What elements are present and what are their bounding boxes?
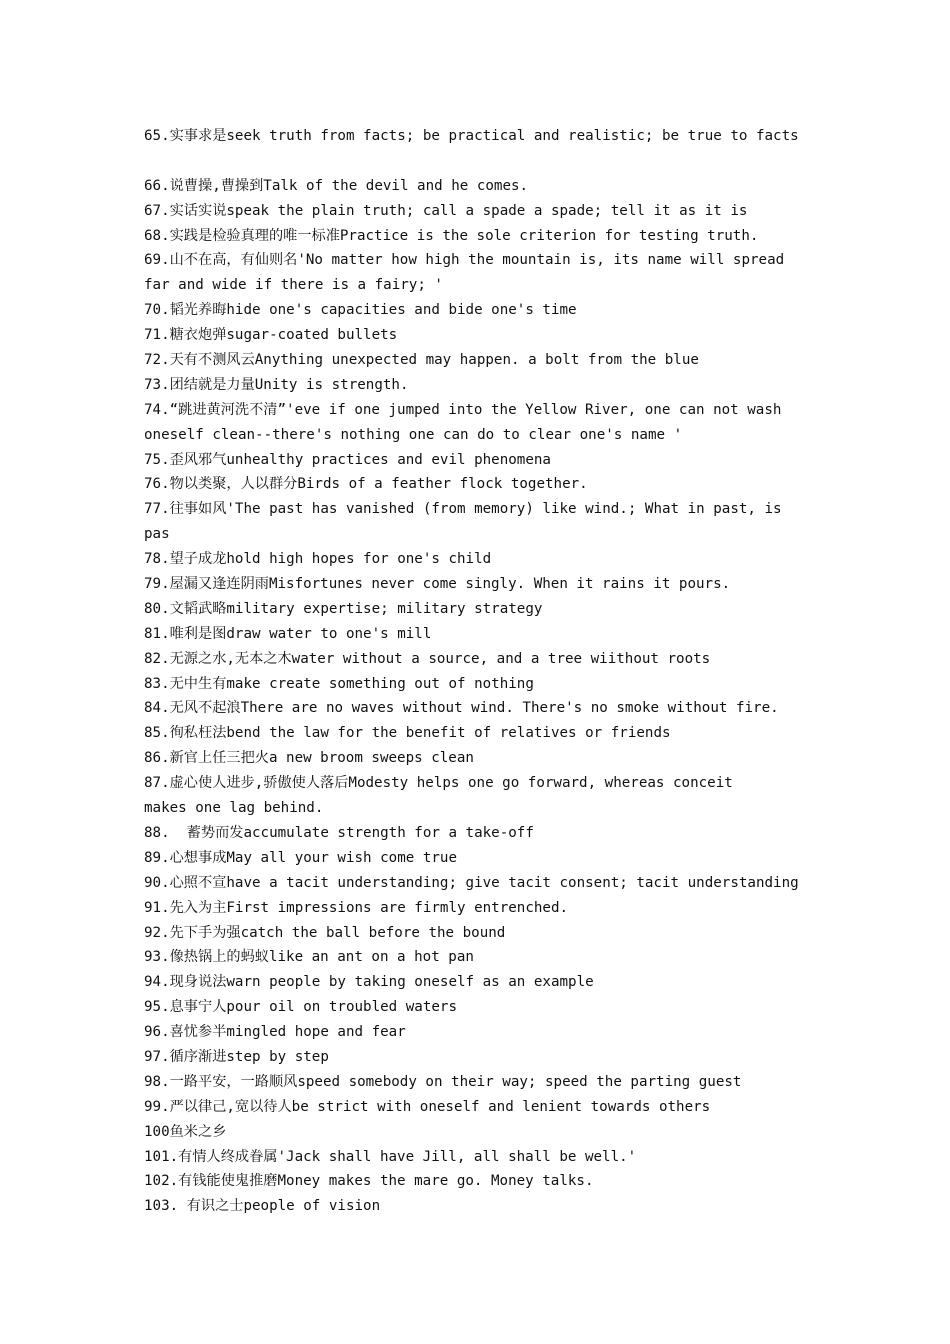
text-line: 99.严以律己,宽以待人be strict with oneself and lenient towards others <box>144 1098 711 1115</box>
text-line: 93.像热锅上的蚂蚁like an ant on a hot pan <box>144 949 474 966</box>
text-line: 97.循序渐进step by step <box>144 1048 329 1065</box>
text-line: 102.有钱能使鬼推磨Money makes the mare go. Money talks. <box>144 1173 594 1190</box>
blank-line <box>144 149 814 174</box>
text-line: 100鱼米之乡 <box>144 1123 227 1140</box>
text-line: 81.唯利是图draw water to one's mill <box>144 625 432 642</box>
text-line: 73.团结就是力量Unity is strength. <box>144 376 409 393</box>
text-line: 89.心想事成May all your wish come true <box>144 849 457 866</box>
text-line: 76.物以类聚，人以群分Birds of a feather flock together. <box>144 476 588 493</box>
text-line: 72.天有不测风云Anything unexpected may happen. a bolt from the blue <box>144 352 699 369</box>
text-line: 85.徇私枉法bend the law for the benefit of relatives or friends <box>144 725 671 742</box>
text-line: 69.山不在高，有仙则名'No matter how high the mountain is, its name will spread <box>144 252 785 269</box>
text-line: 70.韬光养晦hide one's capacities and bide one's time <box>144 302 577 319</box>
text-line: 92.先下手为强catch the ball before the bound <box>144 924 506 941</box>
text-line: 87.虚心使人进步,骄傲使人落后Modesty helps one go forward, whereas conceit <box>144 775 733 792</box>
text-line: makes one lag behind. <box>144 800 324 817</box>
text-line: 66.说曹操,曹操到Talk of the devil and he comes. <box>144 177 529 194</box>
text-line: 91.先入为主First impressions are firmly entrenched. <box>144 899 569 916</box>
document-body <box>144 124 814 1219</box>
text-line: 78.望子成龙hold high hopes for one's child <box>144 551 492 568</box>
text-line: 80.文韬武略military expertise; military strategy <box>144 600 543 617</box>
text-line: 74.“跳进黄河洗不清”'eve if one jumped into the Yellow River, one can not wash <box>144 401 782 418</box>
text-line: 67.实话实说speak the plain truth; call a spade a spade; tell it as it is <box>144 202 748 219</box>
text-line: 75.歪风邪气unhealthy practices and evil phenomena <box>144 451 551 468</box>
text-line: 82.无源之水,无本之木water without a source, and a tree wiithout roots <box>144 650 711 667</box>
text-line: 79.屋漏又逢连阴雨Misfortunes never come singly. When it rains it pours. <box>144 576 731 593</box>
text-line: 84.无风不起浪There are no waves without wind. There's no smoke without fire. <box>144 700 779 717</box>
text-line: 86.新官上任三把火a new broom sweeps clean <box>144 750 474 767</box>
text-line: oneself clean--there's nothing one can do to clear one's name ' <box>144 426 683 443</box>
text-line: 65.实事求是seek truth from facts; be practical and realistic; be true to facts <box>144 128 799 144</box>
text-line: 77.往事如风'The past has vanished (from memory) like wind.; What in past, is <box>144 501 782 518</box>
text-line: 71.糖衣炮弹sugar-coated bullets <box>144 327 398 344</box>
text-line: far and wide if there is a fairy; ' <box>144 277 443 294</box>
text-line: 88. 蓄势而发accumulate strength for a take-off <box>144 824 534 841</box>
text-line: 90.心照不宣have a tacit understanding; give tacit consent; tacit understanding <box>144 874 799 891</box>
text-line: 96.喜忧参半mingled hope and fear <box>144 1024 406 1041</box>
text-line: 101.有情人终成眷属'Jack shall have Jill, all shall be well.' <box>144 1148 637 1165</box>
text-line: 95.息事宁人pour oil on troubled waters <box>144 999 457 1016</box>
text-line: 68.实践是检验真理的唯一标准Practice is the sole criterion for testing truth. <box>144 227 759 244</box>
text-line: 103. 有识之士people of vision <box>144 1198 381 1215</box>
text-line: 94.现身说法warn people by taking oneself as an example <box>144 974 594 991</box>
text-line: 83.无中生有make create something out of nothing <box>144 675 534 692</box>
text-line: pas <box>144 526 170 543</box>
text-line: 98.一路平安，一路顺风speed somebody on their way; speed the parting guest <box>144 1073 742 1090</box>
